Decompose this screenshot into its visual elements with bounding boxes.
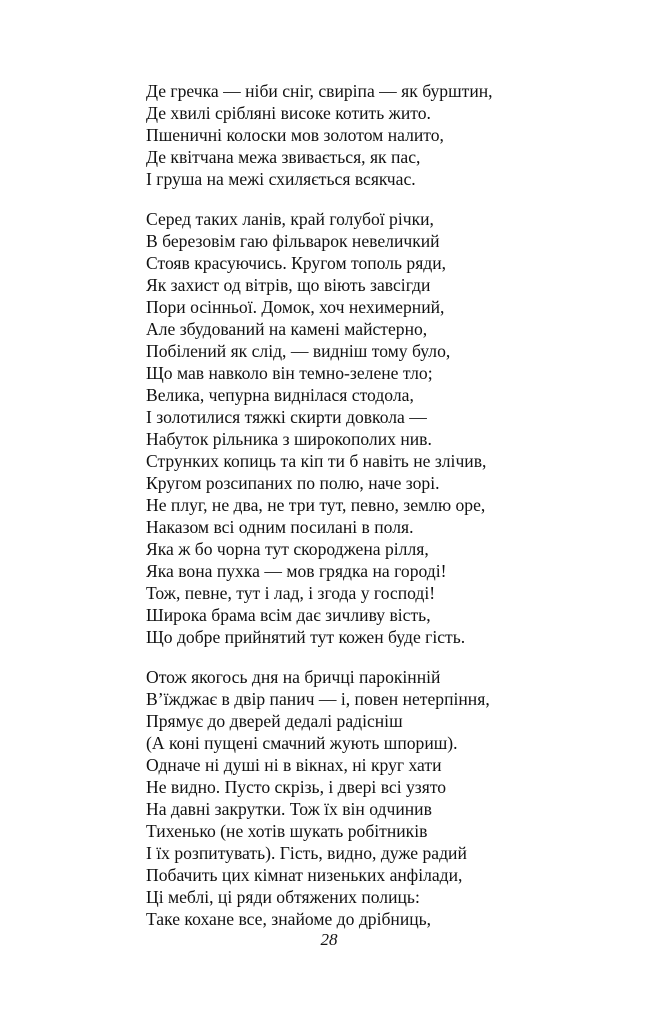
verse-line: Прямує до дверей дедалі радісніш — [146, 711, 403, 731]
verse-line: Де хвилі срібляні високе котить жито. — [146, 103, 431, 123]
verse-line: Яка вона пухка — мов грядка на городі! — [146, 561, 447, 581]
verse-line: Не видно. Пусто скрізь, і двері всі узято — [146, 777, 447, 797]
verse-line: Де гречка — ніби сніг, свиріпа — як бурштин, — [146, 81, 493, 101]
verse-line: В березовім гаю фільварок невеличкий — [146, 231, 440, 251]
poem-body — [146, 80, 606, 930]
verse-line: Ці меблі, ці ряди обтяжених полиць: — [146, 887, 420, 907]
verse-line: Де квітчана межа звивається, як пас, — [146, 147, 421, 167]
verse-line: Стрункиx копиць та кіп ти б навіть не злічив, — [146, 451, 487, 471]
stanza-1 — [146, 80, 606, 190]
verse-line: Кругом розсипаних по полю, наче зорі. — [146, 473, 440, 493]
verse-line: Не плуг, не два, не три тут, певно, землю оре, — [146, 495, 486, 515]
verse-line: В’їжджає в двір панич — і, повен нетерпіння, — [146, 689, 490, 709]
verse-line: Отож якогось дня на бричці парокінній — [146, 667, 441, 687]
verse-line: Наказом всі одним посилані в поля. — [146, 517, 414, 537]
verse-line: На давні закрутки. Тож їх він одчинив — [146, 799, 432, 819]
verse-line: Тихенько (не хотів шукать робітників — [146, 821, 428, 841]
verse-line: І груша на межі схиляється всякчас. — [146, 169, 416, 189]
verse-line: Яка ж бо чорна тут скороджена рілля, — [146, 539, 429, 559]
verse-line: Стояв красуючись. Кругом тополь ряди, — [146, 253, 447, 273]
verse-line: (А коні пущені смачний жують шпориш). — [146, 733, 458, 753]
verse-line: Пшеничні колоски мов золотом налито, — [146, 125, 444, 145]
verse-line: Що добре прийнятий тут кожен буде гість. — [146, 627, 466, 647]
page-number: 28 — [320, 930, 338, 949]
verse-line: Широка брама всім дає зичливу вість, — [146, 605, 431, 625]
verse-line: Тож, певне, тут і лад, і згода у господі! — [146, 583, 436, 603]
verse-line: Серед таких ланів, край голубої річки, — [146, 209, 434, 229]
verse-line: І золотилися тяжкі скирти довкола — — [146, 407, 427, 427]
verse-line: Як захист од вітрів, що віють завсігди — [146, 275, 431, 295]
verse-line: Велика, чепурна виднілася стодола, — [146, 385, 414, 405]
verse-line: Пори осінньої. Домок, хоч нехимерний, — [146, 297, 445, 317]
verse-line: Але збудований на камені майстерно, — [146, 319, 428, 339]
verse-line: І їх розпитувать). Гість, видно, дуже радий — [146, 843, 467, 863]
stanza-2 — [146, 208, 606, 648]
verse-line: Набуток рільника з широкополих нив. — [146, 429, 432, 449]
verse-line: Побілений як слід, — видніш тому було, — [146, 341, 451, 361]
stanza-3 — [146, 666, 606, 930]
verse-line: Таке кохане все, знайоме до дрібниць, — [146, 909, 432, 929]
verse-line: Одначе ні душі ні в вікнах, ні круг хати — [146, 755, 442, 775]
verse-line: Побачить цих кімнат низеньких анфілади, — [146, 865, 463, 885]
verse-line: Що мав навколо він темно-зелене тло; — [146, 363, 433, 383]
